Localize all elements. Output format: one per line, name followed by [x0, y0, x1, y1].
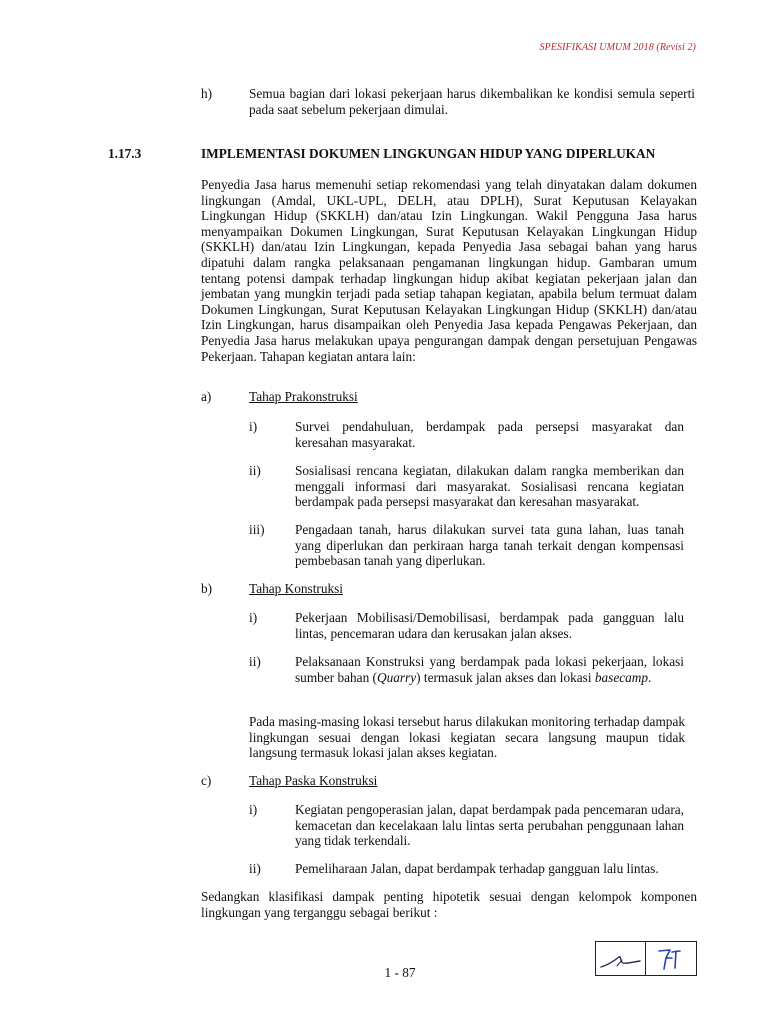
page-number: 1 - 87	[384, 965, 416, 980]
running-header: SPESIFIKASI UMUM 2018 (Revisi 2)	[539, 42, 696, 53]
item-label: i)	[249, 419, 258, 434]
item-label: i)	[249, 802, 258, 817]
section-number: 1.17.3	[108, 146, 142, 161]
item-label: h)	[201, 86, 213, 101]
signature-icon	[596, 942, 645, 975]
item-label: ii)	[249, 861, 261, 876]
list-item: Pelaksanaan Konstruksi yang berdampak pada lokasi pekerjaan, lokasi sumber bahan (Quarry) termasuk jalan akses dan lokasi basecamp.	[295, 654, 684, 685]
list-item: Pemeliharaan Jalan, dapat berdampak terhadap gangguan lalu lintas.	[295, 861, 659, 876]
section-intro: Penyedia Jasa harus memenuhi setiap rekomendasi yang telah dinyatakan dalam dokumen lingkungan (Amdal, UKL-UPL, DELH, atau DPLH), Surat Keputusan Kelayakan Lingkungan Hidup (SKKLH) dan/atau Izin Lingkungan. Wakil Pengguna Jasa harus menyampaikan Dokumen Lingkungan, Surat Keputusan Kelayakan Lingkungan Hidup (SKKLH) dan/atau Izin Lingkungan, kepada Penyedia Jasa sebagai bahan yang harus dipatuhi dalam rangka pelaksanaan pengamanan lingkungan hidup. Gambaran umum tentang potensi dampak terhadap lingkungan hidup akibat kegiatan pekerjaan jalan dan jembatan yang mungkin terjadi pada setiap tahapan kegiatan, apabila belum termuat dalam Dokumen Lingkungan, Surat Keputusan Kelayakan Lingkungan Hidup (SKKLH) dan/atau Izin Lingkungan, harus disampaikan oleh Penyedia Jasa kepada Pengawas Pekerjaan, dan Penyedia Jasa harus melakukan upaya pengurangan dampak dengan persetujuan Pengawas Pekerjaan. Tahapan kegiatan antara lain:	[201, 177, 697, 364]
stage-b-title: Tahap Konstruksi	[249, 581, 343, 596]
stage-b-note: Pada masing-masing lokasi tersebut harus dilakukan monitoring terhadap dampak lingkungan sesuai dengan lokasi kegiatan secara langsung maupun tidak langsung termasuk lokasi jalan akses kegiatan.	[249, 714, 685, 761]
closing-paragraph: Sedangkan klasifikasi dampak penting hipotetik sesuai dengan kelompok komponen lingkungan yang terganggu sebagai berikut :	[201, 889, 697, 920]
list-item: Kegiatan pengoperasian jalan, dapat berdampak pada pencemaran udara, kemacetan dan kecelakaan lalu lintas serta perubahan penggunaan lahan yang tidak terkendali.	[295, 802, 684, 849]
stage-a-label: a)	[201, 389, 212, 404]
signature-box	[595, 941, 697, 976]
item-label: ii)	[249, 654, 261, 669]
stage-c-label: c)	[201, 773, 212, 788]
list-item: Survei pendahuluan, berdampak pada persepsi masyarakat dan keresahan masyarakat.	[295, 419, 684, 450]
section-title: IMPLEMENTASI DOKUMEN LINGKUNGAN HIDUP YANG DIPERLUKAN	[201, 146, 656, 161]
item-label: iii)	[249, 522, 265, 537]
item-label: ii)	[249, 463, 261, 478]
list-item: Pekerjaan Mobilisasi/Demobilisasi, berdampak pada gangguan lalu lintas, pencemaran udara dan kerusakan jalan akses.	[295, 610, 684, 641]
stage-c-title: Tahap Paska Konstruksi	[249, 773, 378, 788]
initials-icon	[646, 942, 696, 975]
list-item: Sosialisasi rencana kegiatan, dilakukan dalam rangka memberikan dan menggali informasi dari masyarakat. Sosialisasi rencana kegiatan berdampak pada persepsi masyarakat dan keresahan masyarakat.	[295, 463, 684, 510]
stage-b-label: b)	[201, 581, 213, 596]
stage-a-title: Tahap Prakonstruksi	[249, 389, 358, 404]
list-item: Pengadaan tanah, harus dilakukan survei tata guna lahan, luas tanah yang diperlukan dan perkiraan harga tanah terkait dengan kompensasi pembebasan tanah yang diperlukan.	[295, 522, 684, 569]
item-label: i)	[249, 610, 258, 625]
item-h-text: Semua bagian dari lokasi pekerjaan harus dikembalikan ke kondisi semula seperti pada saat sebelum pekerjaan dimulai.	[249, 86, 695, 117]
